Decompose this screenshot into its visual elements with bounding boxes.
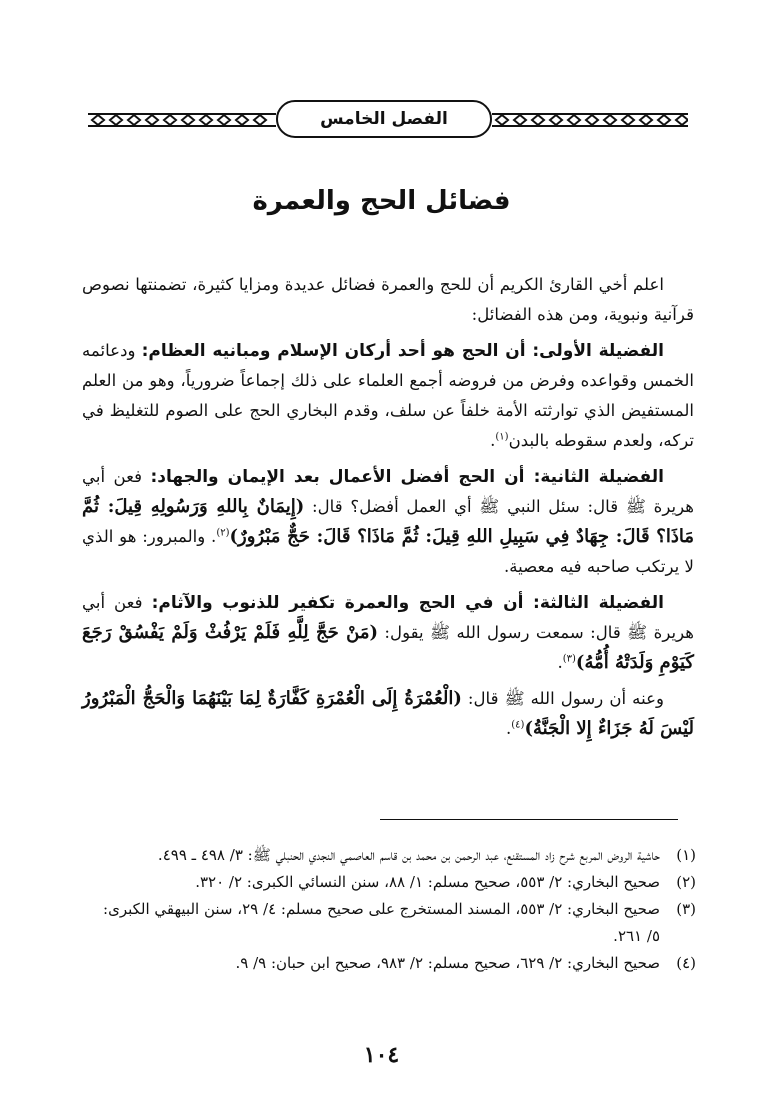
section-1-end: . <box>490 431 496 450</box>
hadith-quote-2: (إِيمَانٌ بِاللهِ وَرَسُولِهِ قِيلَ: ثُمَّ مَاذَا؟ قَالَ: جِهَادٌ فِي سَبِيلِ اللهِ قِيلَ: ثُمَّ مَاذَا؟ قَالَ: حَجٌّ مَبْرُورٌ) <box>82 496 694 547</box>
section-2-definition: . والمبرور: هو الذي لا يرتكب صاحبه فيه معصية. <box>82 527 694 576</box>
section-4-text: وعنه أن رسول الله ﷺ قال: <box>467 689 664 708</box>
footnote-number: (٤) <box>676 954 696 972</box>
section-1 <box>82 336 694 456</box>
footnote-1 <box>88 842 696 869</box>
section-3-heading: الفضيلة الثالثة: أن في الحج والعمرة تكفير للذنوب والآثام: <box>151 593 664 613</box>
footnote-2 <box>88 869 696 896</box>
section-2-heading: الفضيلة الثانية: أن الحج أفضل الأعمال بعد الإيمان والجهاد: <box>150 467 664 487</box>
footnote-text: حاشية الروض المربع شرح زاد المستقنع، عبد الرحمن بن محمد بن قاسم العاصمي النجدي الحنبلي ﷺ: ٣/ ٤٩٨ ـ ٤٩٩. <box>157 846 660 864</box>
intro-paragraph: اعلم أخي القارئ الكريم أن للحج والعمرة فضائل عديدة ومزايا كثيرة، تضمنتها نصوص قرآنية ونبوية، ومن هذه الفضائل: <box>82 275 694 324</box>
section-4 <box>82 684 694 744</box>
footnote-number: (٣) <box>676 900 696 918</box>
hadith-quote-3: (مَنْ حَجَّ لِلَّهِ فَلَمْ يَرْفُثْ وَلَمْ يَفْسُقْ رَجَعَ كَيَوْمِ وَلَدَتْهُ أُمُّهُ) <box>82 622 694 673</box>
page-number: ١٠٤ <box>363 1042 400 1068</box>
section-2-text: فعن أبي هريرة ﷺ قال: سئل النبي ﷺ أي العمل أفضل؟ قال: <box>82 467 695 516</box>
page-title: فضائل الحج والعمرة <box>252 186 511 216</box>
chapter-title: الفصل الخامس <box>320 109 448 129</box>
section-3-text: فعن أبي هريرة ﷺ قال: سمعت رسول الله ﷺ يقول: <box>82 593 695 642</box>
footnote-number: (١) <box>676 846 696 864</box>
footnote-text: صحيح البخاري: ٢/ ٦٢٩، صحيح مسلم: ٢/ ٩٨٣، صحيح ابن حبان: ٩/ ٩. <box>235 954 660 972</box>
footnote-text: صحيح البخاري: ٢/ ٥٥٣، صحيح مسلم: ١/ ٨٨، سنن النسائي الكبرى: ٢/ ٣٢٠. <box>195 873 660 891</box>
section-4-end: . <box>505 719 512 738</box>
ornament-border-left <box>88 112 276 128</box>
chapter-header <box>88 100 688 140</box>
section-3-end: . <box>557 653 563 672</box>
section-2 <box>82 462 694 582</box>
footnote-4 <box>88 950 696 977</box>
footnote-text: صحيح البخاري: ٢/ ٥٥٣، المسند المستخرج على صحيح مسلم: ٤/ ٢٩، سنن البيهقي الكبرى: ٥/ ٢٦١. <box>103 900 660 945</box>
footnote-ref-3: (٣) <box>562 653 576 665</box>
chapter-title-box <box>276 100 492 138</box>
footnote-ref-2: (٢) <box>216 527 230 539</box>
main-text <box>82 270 694 750</box>
footnote-separator <box>380 819 678 820</box>
footnote-ref-1: (١) <box>495 431 509 443</box>
section-3 <box>82 588 694 678</box>
section-1-heading: الفضيلة الأولى: أن الحج هو أحد أركان الإسلام ومبانيه العظام: <box>141 341 664 361</box>
footnote-3 <box>88 896 696 950</box>
footnote-ref-4: (٤) <box>511 719 525 731</box>
ornament-border-right <box>492 112 688 128</box>
hadith-quote-4: (الْعُمْرَةُ إِلَى الْعُمْرَةِ كَفَّارَةٌ لِمَا بَيْنَهُمَا وَالْحَجُّ الْمَبْرُورُ لَيْسَ لَهُ جَزَاءٌ إِلا الْجَنَّةُ) <box>82 688 694 739</box>
footnote-number: (٢) <box>676 873 696 891</box>
footnotes <box>88 842 696 977</box>
section-1-text: ودعائمه الخمس وقواعده وفرض من فروضه أجمع العلماء على ذلك إجماعاً ضرورياً، وهو من العلم المستفيض الذي توارثته الأمة خلفاً عن سلف، وقدم البخاري الحج على الصوم للتغليظ في تركه، ولعدم سقوطه بالبدن <box>82 341 694 450</box>
